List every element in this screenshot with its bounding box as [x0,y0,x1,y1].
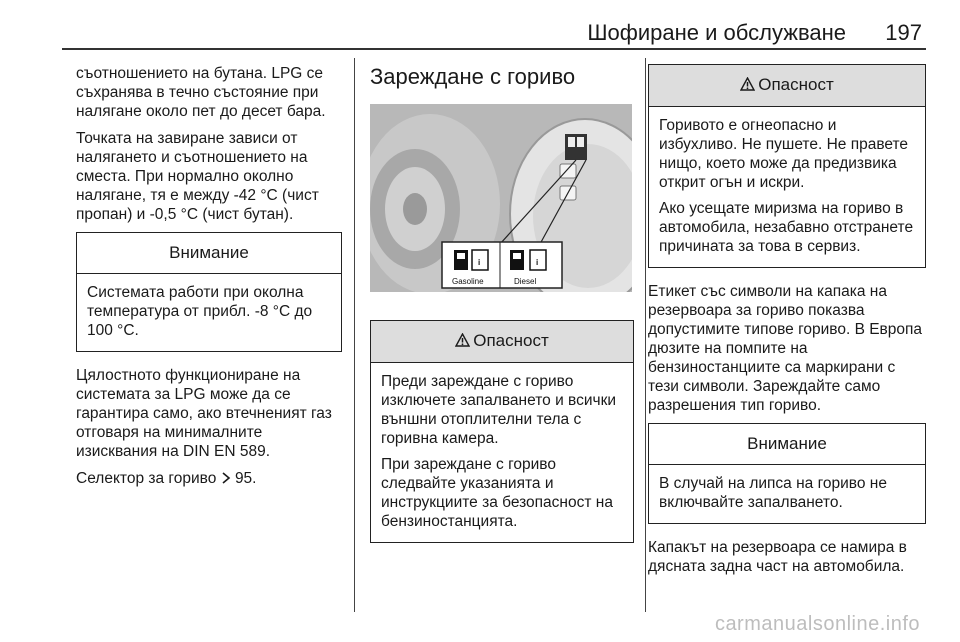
watermark: carmanualsonline.info [714,613,920,635]
danger-box [370,320,634,543]
paragraph: Цялостното функциониране на системата за LPG може да се гарантира само, ако втечненият газ отговаря на минималните изисквания на DIN EN 589. [76,367,332,460]
diesel-label: Diesel [514,277,537,286]
notice-title: Внимание [649,424,925,465]
chapter-title: Шофиране и обслужване [587,20,846,45]
arrow-ref-icon [221,470,231,487]
column-middle [370,64,634,557]
warning-triangle-icon [740,76,755,96]
gasoline-label: Gasoline [452,277,484,286]
page-header [62,20,926,50]
column-left [76,64,342,496]
paragraph: Капакът на резервоара се намира в дясната задна част на автомобила. [648,539,907,575]
danger-text: Ако усещате миризма на гориво в автомобила, незабавно отстранете причината за това в сервиз. [659,200,914,255]
notice-title: Внимание [77,233,341,274]
danger-text: Горивото е огнеопасно и избухливо. Не пушете. Не правете нищо, което може да предизвика открит огън и искри. [659,117,909,191]
svg-text:i: i [536,258,539,267]
danger-box [648,64,926,268]
column-divider [645,58,646,612]
column-right [648,64,926,584]
notice-box [76,232,342,352]
svg-text:i: i [478,258,481,267]
section-title: Зареждане с гориво [370,64,576,89]
warning-triangle-icon [455,332,470,352]
page-number: 197 [885,20,922,45]
column-divider [354,58,355,612]
danger-text: Преди зареждане с гориво изключете запалването и всички външни отоплителни тела с горивна камера. [381,373,617,447]
notice-body [649,465,925,523]
crossref-page-link[interactable]: 95. [234,470,257,487]
danger-body [649,107,925,267]
danger-title [371,321,633,363]
paragraph: Точката на завиране зависи от налягането и съотношението на сместа. При нормално околно налягане, тя е между -42 °C (чист пропан) и -0,5 °C (чист бутан). [76,130,319,223]
danger-title-text: Опасност [473,331,549,350]
crossref-text: Селектор за гориво [76,470,221,487]
paragraph-crossref [76,469,342,488]
notice-body [77,274,341,351]
fuel-flap-image [370,104,632,292]
danger-title [649,65,925,107]
danger-text: При зареждане с гориво следвайте указанията и инструкциите за безопасност на бензиностанцията. [381,456,613,530]
notice-text: В случай на липса на гориво не включвайте запалването. [659,475,887,511]
paragraph: съотношението на бутана. LPG се съхранява в течно състояние при налягане около пет до десет бара. [76,65,326,120]
danger-title-text: Опасност [758,75,834,94]
paragraph: Етикет със символи на капака на резервоара за гориво показва допустимите типове гориво. В Европа дюзите на помпите на бензиностанциите са маркирани с тези символи. Зареждайте само разрешения тип гориво. [648,283,923,414]
notice-box [648,423,926,524]
danger-body [371,363,633,542]
notice-text: Системата работи при околна температура от прибл. -8 °C до 100 °C. [87,284,313,339]
